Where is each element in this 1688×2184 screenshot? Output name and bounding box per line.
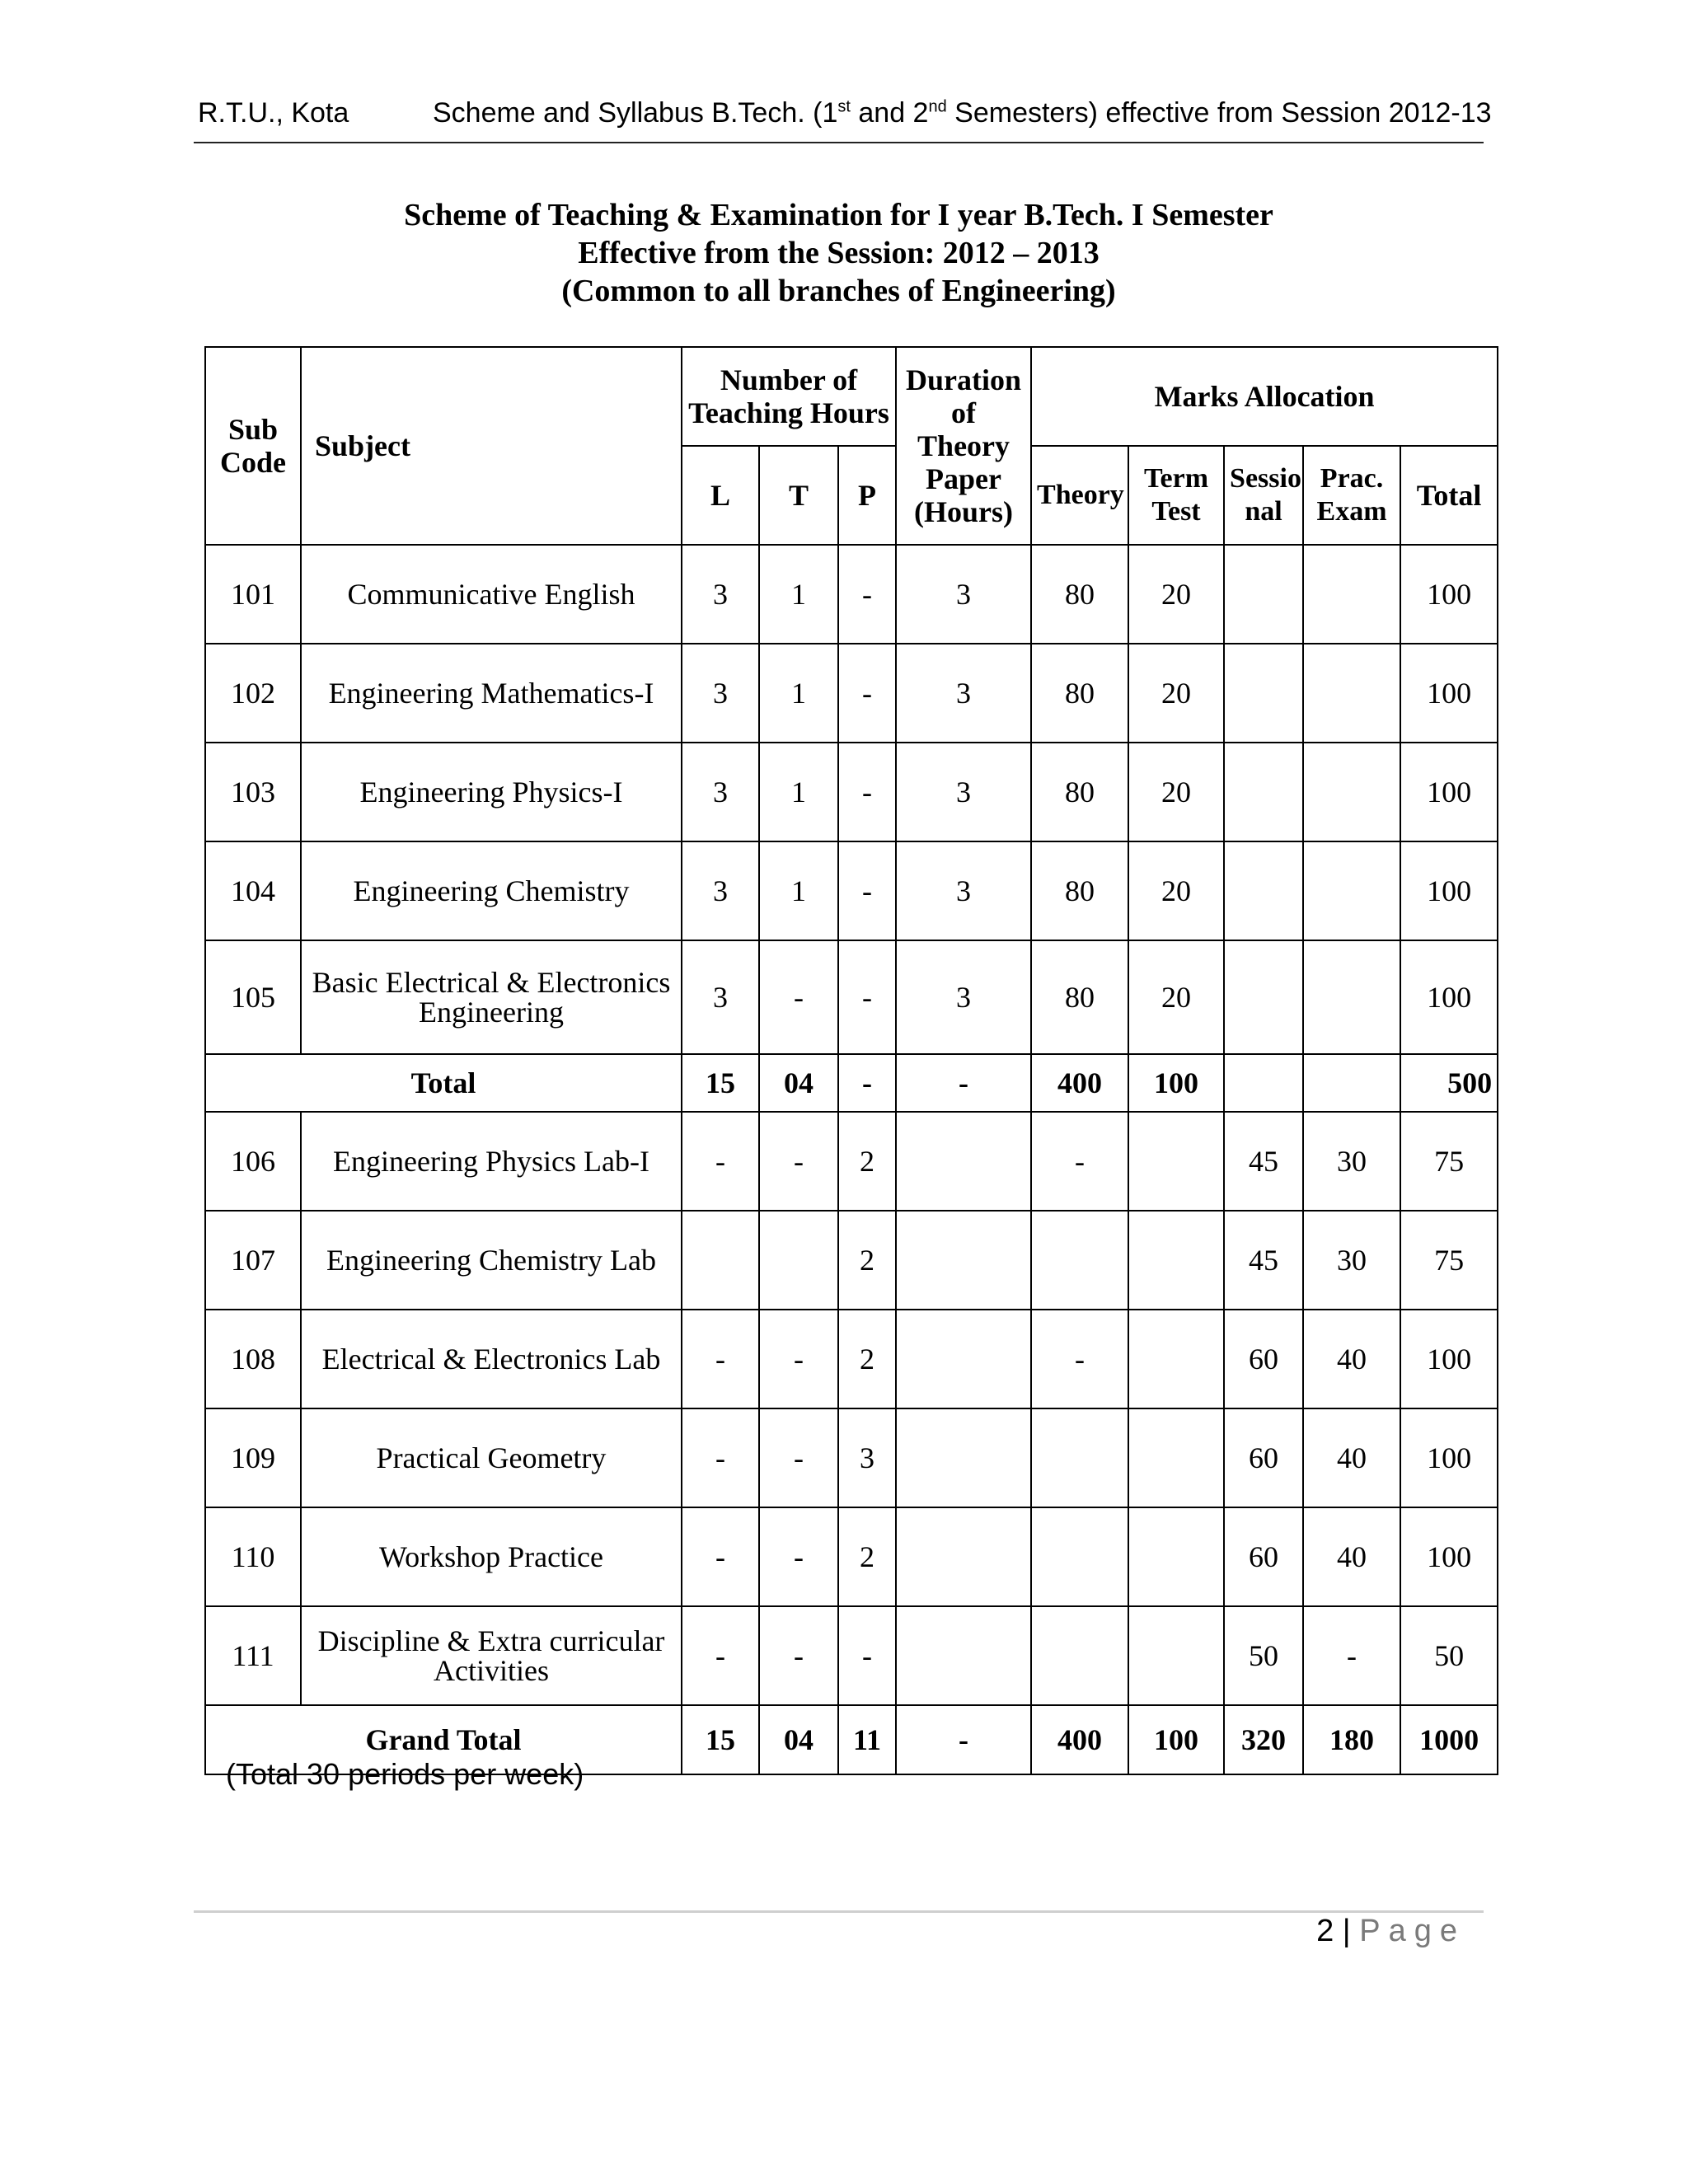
cell-sessional: 60 (1224, 1507, 1303, 1606)
cell-total: 75 (1400, 1112, 1498, 1211)
page-header (194, 92, 1492, 143)
total-row (205, 1054, 1498, 1112)
cell-prac-exam: - (1303, 1606, 1400, 1705)
header-p: P (838, 446, 896, 545)
cell-subject: Basic Electrical & Electronics Engineering (301, 940, 682, 1054)
table-row (205, 644, 1498, 743)
page-number: 2 (1316, 1914, 1334, 1948)
cell-total: 100 (1400, 1507, 1498, 1606)
header-doc-mid: and 2 (850, 97, 929, 129)
grand-total-t: 04 (759, 1705, 838, 1774)
cell-total: 100 (1400, 644, 1498, 743)
cell-subject: Engineering Chemistry Lab (301, 1211, 682, 1310)
page-separator: | (1334, 1914, 1360, 1948)
cell-p: - (838, 743, 896, 841)
cell-code: 102 (205, 644, 301, 743)
cell-term-test: 20 (1128, 743, 1224, 841)
cell-l: 3 (682, 940, 759, 1054)
scheme-title-block (194, 196, 1484, 310)
total-label: Total (205, 1054, 682, 1112)
cell-prac-exam: 30 (1303, 1112, 1400, 1211)
header-doc-suffix: Semesters) effective from Session 2012-13 (946, 97, 1492, 129)
cell-total: 100 (1400, 940, 1498, 1054)
cell-code: 105 (205, 940, 301, 1054)
cell-total: 100 (1400, 545, 1498, 644)
header-subject: Subject (301, 347, 682, 545)
cell-l: - (682, 1507, 759, 1606)
cell-subject: Engineering Chemistry (301, 841, 682, 940)
cell-term-test (1128, 1408, 1224, 1507)
cell-term-test: 20 (1128, 940, 1224, 1054)
cell-theory: 80 (1031, 841, 1128, 940)
cell-theory: - (1031, 1112, 1128, 1211)
cell-sessional (1224, 644, 1303, 743)
periods-note: (Total 30 periods per week) (226, 1757, 584, 1791)
cell-theory (1031, 1211, 1128, 1310)
total-term-test: 100 (1128, 1054, 1224, 1112)
total-p: - (838, 1054, 896, 1112)
cell-l: 3 (682, 545, 759, 644)
cell-code: 111 (205, 1606, 301, 1705)
cell-total: 100 (1400, 1310, 1498, 1408)
cell-theory: 80 (1031, 940, 1128, 1054)
cell-duration (896, 1408, 1031, 1507)
page-footer (1316, 1914, 1465, 1949)
header-theory: Theory (1031, 446, 1128, 545)
cell-prac-exam: 40 (1303, 1310, 1400, 1408)
cell-l: - (682, 1310, 759, 1408)
cell-sessional: 50 (1224, 1606, 1303, 1705)
cell-subject: Communicative English (301, 545, 682, 644)
header-marks-allocation: Marks Allocation (1031, 347, 1498, 446)
cell-sessional (1224, 743, 1303, 841)
cell-total: 50 (1400, 1606, 1498, 1705)
grand-total-theory: 400 (1031, 1705, 1128, 1774)
cell-term-test (1128, 1310, 1224, 1408)
cell-code: 107 (205, 1211, 301, 1310)
table-row (205, 743, 1498, 841)
cell-l: - (682, 1408, 759, 1507)
cell-t: - (759, 1112, 838, 1211)
header-document-title (433, 97, 1492, 129)
header-doc-prefix: Scheme and Syllabus B.Tech. (1 (433, 97, 838, 129)
cell-t: 1 (759, 545, 838, 644)
cell-code: 104 (205, 841, 301, 940)
cell-theory: 80 (1031, 644, 1128, 743)
cell-theory: 80 (1031, 743, 1128, 841)
total-prac-exam (1303, 1054, 1400, 1112)
header-sup-2: nd (928, 97, 947, 116)
cell-p: - (838, 1606, 896, 1705)
title-line-2: Effective from the Session: 2012 – 2013 (578, 236, 1100, 270)
cell-l: 3 (682, 841, 759, 940)
cell-t (759, 1211, 838, 1310)
cell-code: 103 (205, 743, 301, 841)
cell-p: - (838, 841, 896, 940)
grand-total-duration: - (896, 1705, 1031, 1774)
cell-t: 1 (759, 644, 838, 743)
cell-subject: Engineering Physics Lab-I (301, 1112, 682, 1211)
cell-term-test (1128, 1211, 1224, 1310)
cell-duration: 3 (896, 545, 1031, 644)
table-row (205, 1112, 1498, 1211)
cell-code: 108 (205, 1310, 301, 1408)
cell-p: - (838, 644, 896, 743)
cell-prac-exam (1303, 644, 1400, 743)
cell-sessional (1224, 841, 1303, 940)
cell-sessional: 60 (1224, 1310, 1303, 1408)
cell-theory (1031, 1507, 1128, 1606)
header-total: Total (1400, 446, 1498, 545)
grand-total-l: 15 (682, 1705, 759, 1774)
table-row (205, 545, 1498, 644)
grand-total-total: 1000 (1400, 1705, 1498, 1774)
cell-sessional (1224, 940, 1303, 1054)
title-line-3: (Common to all branches of Engineering) (561, 274, 1116, 308)
cell-subject: Discipline & Extra curricular Activities (301, 1606, 682, 1705)
cell-subject: Engineering Physics-I (301, 743, 682, 841)
cell-total: 100 (1400, 743, 1498, 841)
cell-t: - (759, 1310, 838, 1408)
cell-prac-exam (1303, 743, 1400, 841)
cell-l: - (682, 1606, 759, 1705)
cell-total: 100 (1400, 841, 1498, 940)
cell-term-test: 20 (1128, 644, 1224, 743)
header-term-test: Term Test (1128, 446, 1224, 545)
cell-theory: - (1031, 1310, 1128, 1408)
cell-subject: Workshop Practice (301, 1507, 682, 1606)
header-t: T (759, 446, 838, 545)
header-duration: Duration of Theory Paper (Hours) (896, 347, 1031, 545)
cell-duration (896, 1211, 1031, 1310)
cell-duration (896, 1310, 1031, 1408)
cell-duration: 3 (896, 841, 1031, 940)
grand-total-sessional: 320 (1224, 1705, 1303, 1774)
cell-duration: 3 (896, 940, 1031, 1054)
header-sub-code: Sub Code (205, 347, 301, 545)
table-row (205, 940, 1498, 1054)
cell-total: 75 (1400, 1211, 1498, 1310)
title-line-1: Scheme of Teaching & Examination for I year B.Tech. I Semester (404, 198, 1273, 232)
table-row (205, 1408, 1498, 1507)
header-prac-exam: Prac. Exam (1303, 446, 1400, 545)
cell-prac-exam (1303, 940, 1400, 1054)
cell-sessional: 45 (1224, 1211, 1303, 1310)
cell-prac-exam (1303, 545, 1400, 644)
cell-prac-exam: 30 (1303, 1211, 1400, 1310)
header-teaching-hours: Number of Teaching Hours (682, 347, 896, 446)
table-row (205, 1310, 1498, 1408)
cell-l: - (682, 1112, 759, 1211)
cell-p: 2 (838, 1211, 896, 1310)
cell-code: 106 (205, 1112, 301, 1211)
cell-total: 100 (1400, 1408, 1498, 1507)
cell-sessional (1224, 545, 1303, 644)
total-total: 500 (1400, 1054, 1498, 1112)
cell-duration (896, 1112, 1031, 1211)
cell-duration (896, 1606, 1031, 1705)
total-sessional (1224, 1054, 1303, 1112)
grand-total-p: 11 (838, 1705, 896, 1774)
cell-term-test (1128, 1112, 1224, 1211)
cell-theory (1031, 1606, 1128, 1705)
cell-t: - (759, 940, 838, 1054)
total-theory: 400 (1031, 1054, 1128, 1112)
cell-subject: Engineering Mathematics-I (301, 644, 682, 743)
cell-duration (896, 1507, 1031, 1606)
cell-p: 2 (838, 1310, 896, 1408)
table-row (205, 1211, 1498, 1310)
footer-divider (194, 1910, 1484, 1913)
cell-subject: Practical Geometry (301, 1408, 682, 1507)
header-org: R.T.U., Kota (198, 97, 349, 129)
cell-sessional: 60 (1224, 1408, 1303, 1507)
cell-t: 1 (759, 743, 838, 841)
cell-l: 3 (682, 743, 759, 841)
table-row (205, 841, 1498, 940)
cell-prac-exam: 40 (1303, 1507, 1400, 1606)
cell-theory (1031, 1408, 1128, 1507)
total-duration: - (896, 1054, 1031, 1112)
cell-theory: 80 (1031, 545, 1128, 644)
cell-term-test (1128, 1507, 1224, 1606)
cell-p: 2 (838, 1112, 896, 1211)
table-row (205, 1507, 1498, 1606)
cell-prac-exam: 40 (1303, 1408, 1400, 1507)
cell-prac-exam (1303, 841, 1400, 940)
header-l: L (682, 446, 759, 545)
cell-l (682, 1211, 759, 1310)
header-sup-1: st (837, 97, 851, 116)
cell-l: 3 (682, 644, 759, 743)
page-word: Page (1359, 1914, 1465, 1948)
grand-total-label: Grand Total (205, 1705, 682, 1774)
cell-term-test (1128, 1606, 1224, 1705)
scheme-table (204, 346, 1498, 1775)
cell-t: 1 (759, 841, 838, 940)
table-row (205, 1606, 1498, 1705)
cell-duration: 3 (896, 743, 1031, 841)
cell-t: - (759, 1408, 838, 1507)
cell-p: 2 (838, 1507, 896, 1606)
cell-term-test: 20 (1128, 841, 1224, 940)
cell-code: 110 (205, 1507, 301, 1606)
cell-term-test: 20 (1128, 545, 1224, 644)
cell-code: 109 (205, 1408, 301, 1507)
cell-code: 101 (205, 545, 301, 644)
cell-t: - (759, 1606, 838, 1705)
total-l: 15 (682, 1054, 759, 1112)
total-t: 04 (759, 1054, 838, 1112)
grand-total-term-test: 100 (1128, 1705, 1224, 1774)
header-sessional: Sessio nal (1224, 446, 1303, 545)
grand-total-prac-exam: 180 (1303, 1705, 1400, 1774)
cell-p: - (838, 940, 896, 1054)
cell-sessional: 45 (1224, 1112, 1303, 1211)
cell-p: 3 (838, 1408, 896, 1507)
cell-duration: 3 (896, 644, 1031, 743)
cell-p: - (838, 545, 896, 644)
cell-subject: Electrical & Electronics Lab (301, 1310, 682, 1408)
cell-t: - (759, 1507, 838, 1606)
